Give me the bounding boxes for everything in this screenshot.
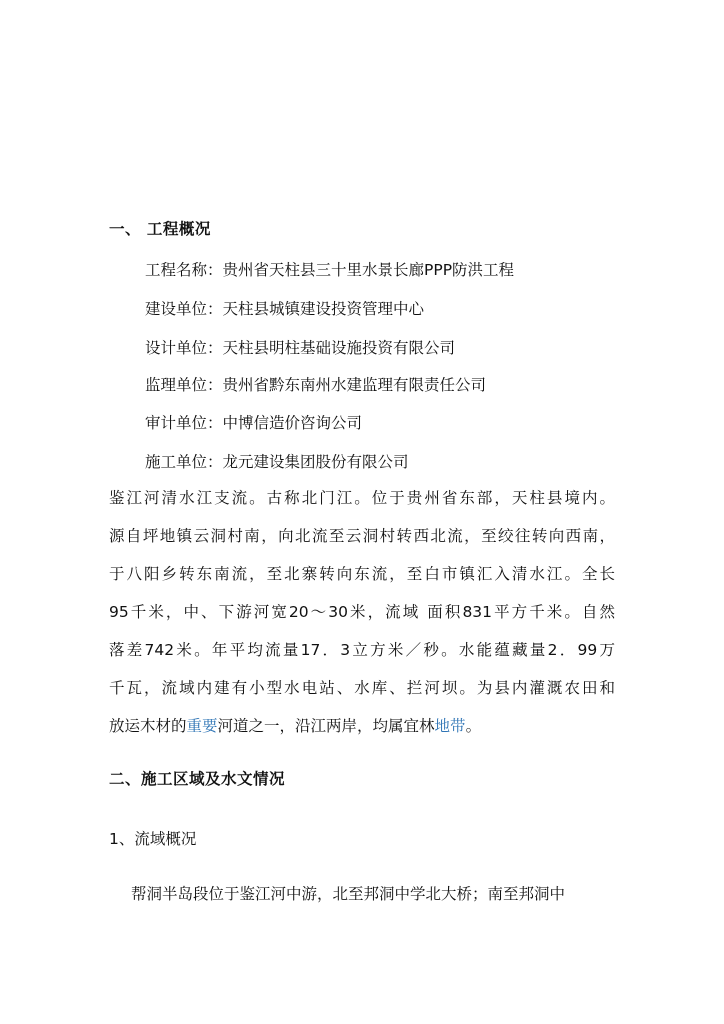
audit-unit-line: 审计单位：中博信造价咨询公司 (145, 414, 363, 432)
link-zhongyao[interactable]: 重要 (186, 717, 218, 735)
construction-unit-line: 建设单位：天柱县城镇建设投资管理中心 (145, 300, 425, 318)
paragraph-line: 落差742米。年平均流量17．3立方米／秒。水能蕴藏量2．99万 (109, 641, 615, 659)
section-heading-overview: 一、 工程概况 (109, 220, 211, 238)
link-didai[interactable]: 地带 (434, 717, 466, 735)
paragraph-line: 95千米，中、下游河宽20～30米，流域 面积831平方千米。自然 (109, 603, 615, 621)
paragraph-text: 河道之一，沿江两岸，均属宜林 (217, 717, 435, 735)
project-name-line: 工程名称：贵州省天柱县三十里水景长廊PPP防洪工程 (145, 261, 515, 279)
paragraph-last-line (109, 714, 615, 736)
supervision-unit-line: 监理单位：贵州省黔东南州水建监理有限责任公司 (145, 376, 487, 394)
paragraph-line: 千瓦，流域内建有小型水电站、水库、拦河坝。为县内灌溉农田和 (109, 679, 615, 697)
paragraph-line: 源自坪地镇云洞村南，向北流至云洞村转西北流，至绞往转向西南， (109, 527, 615, 545)
paragraph-text: 放运木材的 (109, 717, 187, 735)
basin-paragraph-line: 帮洞半岛段位于鉴江河中游，北至邦洞中学北大桥；南至邦洞中 (131, 885, 566, 903)
paragraph-line: 鉴江河清水江支流。古称北门江。位于贵州省东部，天柱县境内。 (109, 489, 615, 507)
paragraph-line: 于八阳乡转东南流，至北寨转向东流，至白市镇汇入清水江。全长 (109, 565, 615, 583)
section-heading-construction-area: 二、施工区域及水文情况 (109, 770, 286, 788)
subsection-heading-basin: 1、流域概况 (109, 830, 197, 848)
paragraph-text: 。 (465, 717, 482, 735)
design-unit-line: 设计单位：天柱县明柱基础设施投资有限公司 (145, 339, 456, 357)
contractor-unit-line: 施工单位：龙元建设集团股份有限公司 (145, 453, 409, 471)
